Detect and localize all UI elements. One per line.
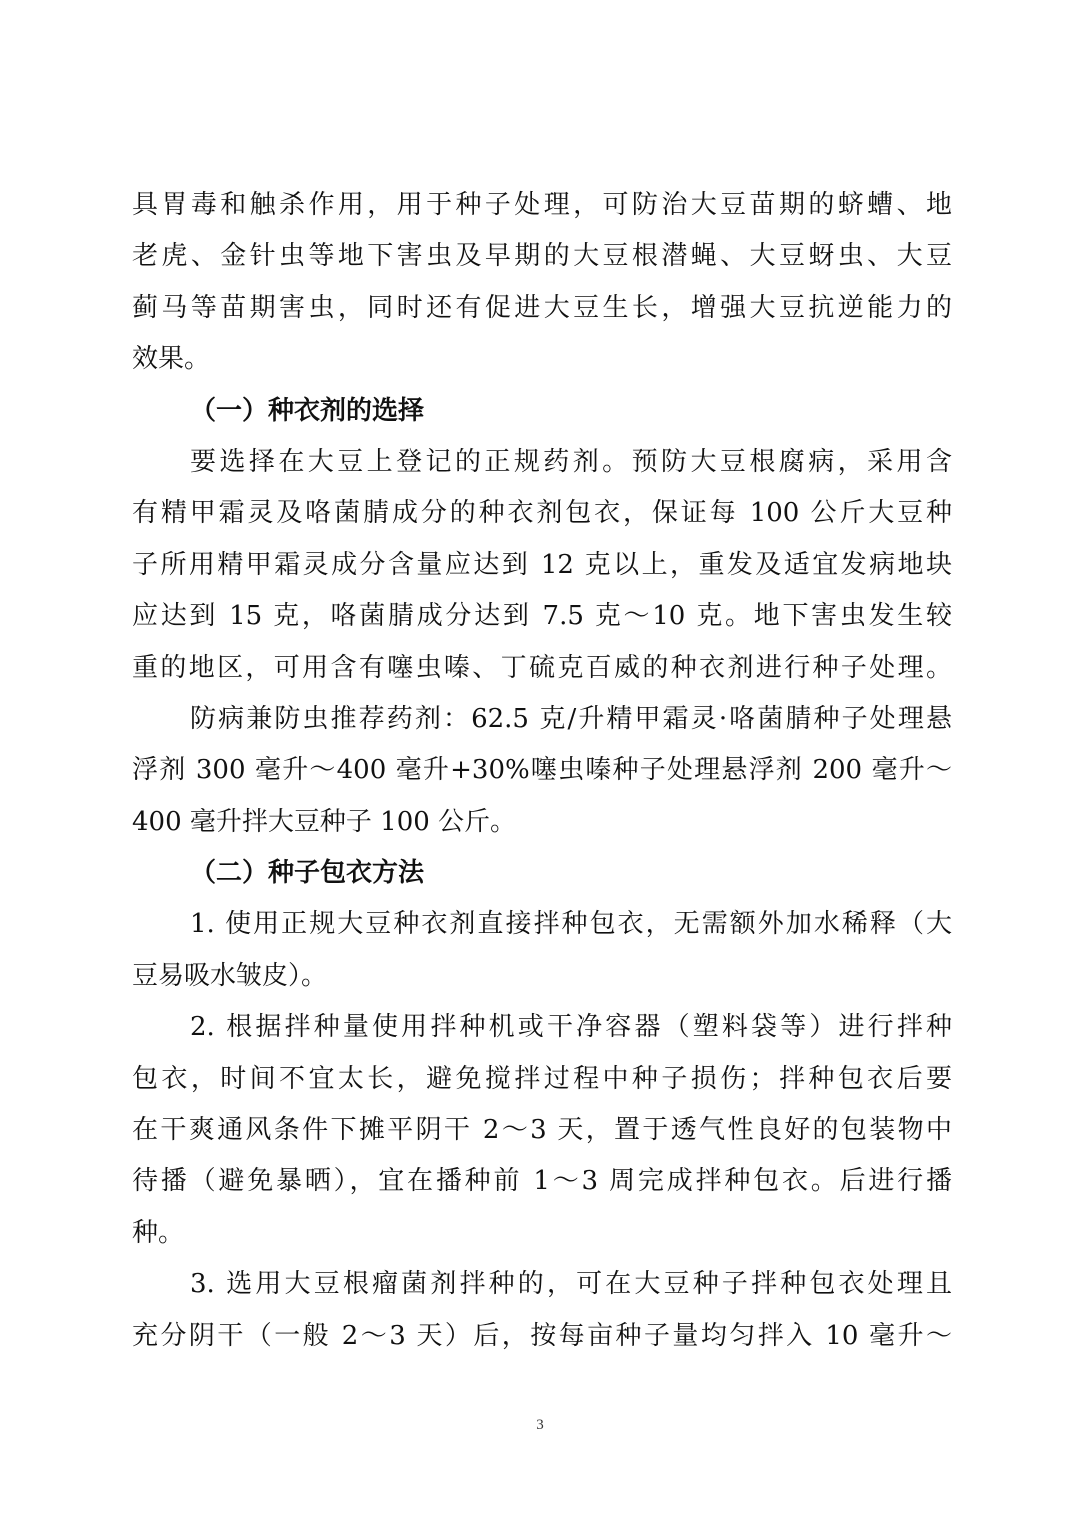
section-heading-1: （一）种衣剂的选择 [190, 395, 425, 426]
paragraph-line: 子所用精甲霜灵成分含量应达到 12 克以上，重发及适宜发病地块 [132, 549, 952, 580]
list-item-2-line: 包衣，时间不宜太长，避免搅拌过程中种子损伤；拌种包衣后要 [132, 1063, 952, 1094]
paragraph-line: 效果。 [132, 344, 211, 375]
list-item-1-line: 豆易吸水皱皮）。 [132, 960, 328, 991]
document-body [132, 180, 952, 1362]
paragraph-line: 重的地区，可用含有噻虫嗪、丁硫克百威的种衣剂进行种子处理。 [132, 652, 952, 683]
paragraph-line: 老虎、金针虫等地下害虫及早期的大豆根潜蝇、大豆蚜虫、大豆 [132, 241, 952, 272]
page-number: 3 [536, 1417, 544, 1433]
list-item-3-line: 3. 选用大豆根瘤菌剂拌种的，可在大豆种子拌种包衣处理且 [190, 1269, 952, 1300]
paragraph-line: 蓟马等苗期害虫，同时还有促进大豆生长，增强大豆抗逆能力的 [132, 292, 952, 323]
list-item-1-line: 1. 使用正规大豆种衣剂直接拌种包衣，无需额外加水稀释（大 [190, 909, 952, 940]
list-item-3-line: 充分阴干（一般 2～3 天）后，按每亩种子量均匀拌入 10 毫升～ [132, 1320, 952, 1351]
paragraph-line: 浮剂 300 毫升～400 毫升+30%噻虫嗪种子处理悬浮剂 200 毫升～ [132, 755, 952, 786]
list-item-2-line: 在干爽通风条件下摊平阴干 2～3 天，置于透气性良好的包装物中 [132, 1115, 952, 1146]
paragraph-line: 具胃毒和触杀作用，用于种子处理，可防治大豆苗期的蛴螬、地 [132, 190, 952, 220]
paragraph-line: 防病兼防虫推荐药剂：62.5 克/升精甲霜灵·咯菌腈种子处理悬 [190, 703, 952, 734]
list-item-2-line: 种。 [132, 1217, 185, 1248]
list-item-2-line: 2. 根据拌种量使用拌种机或干净容器（塑料袋等）进行拌种 [190, 1012, 952, 1043]
paragraph-line: 要选择在大豆上登记的正规药剂。预防大豆根腐病，采用含 [190, 446, 952, 477]
paragraph-line: 有精甲霜灵及咯菌腈成分的种衣剂包衣，保证每 100 公斤大豆种 [132, 498, 952, 529]
list-item-2-line: 待播（避免暴晒），宜在播种前 1～3 周完成拌种包衣。后进行播 [132, 1166, 952, 1197]
paragraph-line: 应达到 15 克，咯菌腈成分达到 7.5 克～10 克。地下害虫发生较 [132, 601, 952, 632]
paragraph-line: 400 毫升拌大豆种子 100 公斤。 [132, 806, 517, 837]
section-heading-2: （二）种子包衣方法 [190, 858, 425, 889]
